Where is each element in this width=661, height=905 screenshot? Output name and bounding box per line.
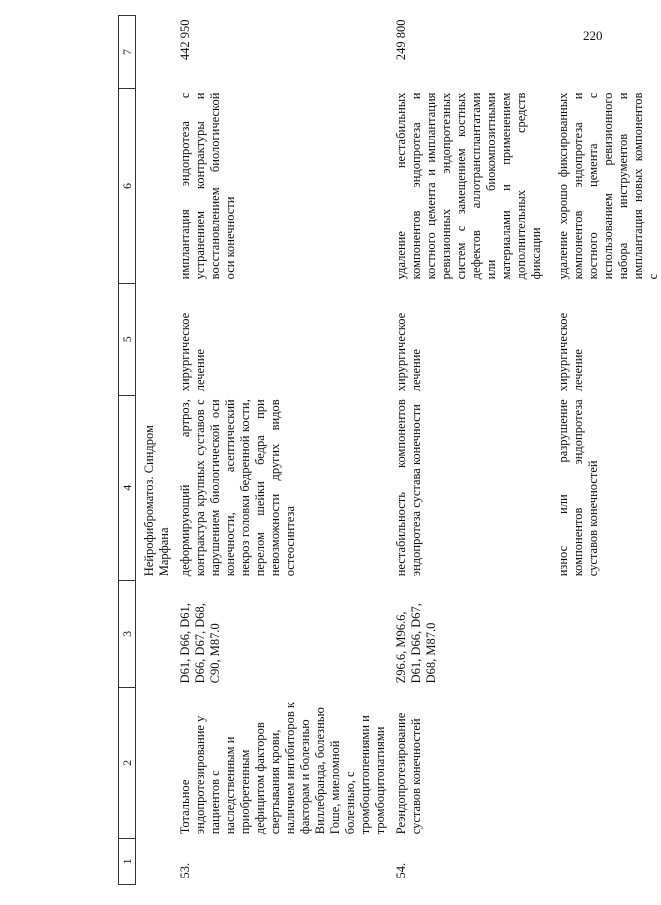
- treatment-type: хирургическое лечение: [556, 312, 585, 392]
- treatment-type: хирургическое лечение: [394, 312, 423, 392]
- row-number: 54.: [394, 862, 408, 879]
- patient-model: износ или разрушение компонентов эндопротеза суставов конечностей: [556, 399, 600, 577]
- cost: 249 800: [394, 19, 408, 61]
- col-header-5: 5: [119, 283, 136, 395]
- cost: [544, 16, 661, 89]
- medical-care-table: [118, 15, 661, 885]
- col-header-1: 1: [119, 838, 136, 884]
- col-header-7: 7: [119, 16, 136, 89]
- diagnosis-codes: [544, 580, 661, 687]
- treatment-method: удаление хорошо фиксированных компонентов эндопротеза и костного цемента с использованием ревизионного набора инструментов и имплантация новых компонентов с: [556, 92, 660, 280]
- table-row: [172, 16, 388, 885]
- row-number: [544, 838, 661, 884]
- treatment-method: удаление нестабильных компонентов эндопротеза и костного цемента и имплантация ревизионных эндопротезных систем с замещением костных дефектов аллотрансплантатами или биокомпозитными материалами и применением дополнительных средств фиксации: [394, 92, 543, 280]
- table-row: [544, 16, 661, 885]
- patient-model: деформирующий артроз, контрактура крупных суставов с нарушением биологической оси конечности, асептический некроз головки бедренной кости, перелом шейки бедра при невозможности других видов остеосинтеза: [178, 399, 297, 577]
- col-header-2: 2: [119, 687, 136, 838]
- diagnosis-codes: Z96.6, M96.6, D61, D66, D67, D68, M87.0: [394, 603, 438, 684]
- table-row: [388, 16, 544, 885]
- continued-row: [136, 16, 173, 885]
- row-number: 53.: [178, 862, 192, 879]
- care-type: [544, 687, 661, 838]
- care-type: Тотальное эндопротезирование у пациентов с наследственным и приобретенным дефицитом факторов свертывания крови, наличием ингибиторов к факторам и болезнью Виллебранда, болезнью Гоше, миеломной болезнью, с тромбоцитопениями и тромбоцитопатиями: [178, 702, 387, 835]
- cost: 442 950: [178, 19, 192, 61]
- col-header-3: 3: [119, 580, 136, 687]
- treatment-method: имплантация эндопротеза с устранением контрактуры и восстановлением биологической оси конечности: [178, 92, 237, 280]
- continued-model-text: Нейрофиброматоз. Синдром Марфана: [142, 425, 171, 577]
- care-type: Реэндопротезирование суставов конечностей: [394, 712, 423, 835]
- diagnosis-codes: D61, D66, D61, D66, D67, D68, C90, M87.0: [178, 603, 222, 684]
- patient-model: нестабильность компонентов эндопротеза сустава конечности: [394, 399, 423, 577]
- column-number-row: [119, 16, 136, 885]
- col-header-6: 6: [119, 89, 136, 284]
- rotated-table-sheet: [118, 15, 660, 885]
- treatment-type: хирургическое лечение: [178, 312, 207, 392]
- page-number: 220: [583, 28, 603, 43]
- col-header-4: 4: [119, 395, 136, 580]
